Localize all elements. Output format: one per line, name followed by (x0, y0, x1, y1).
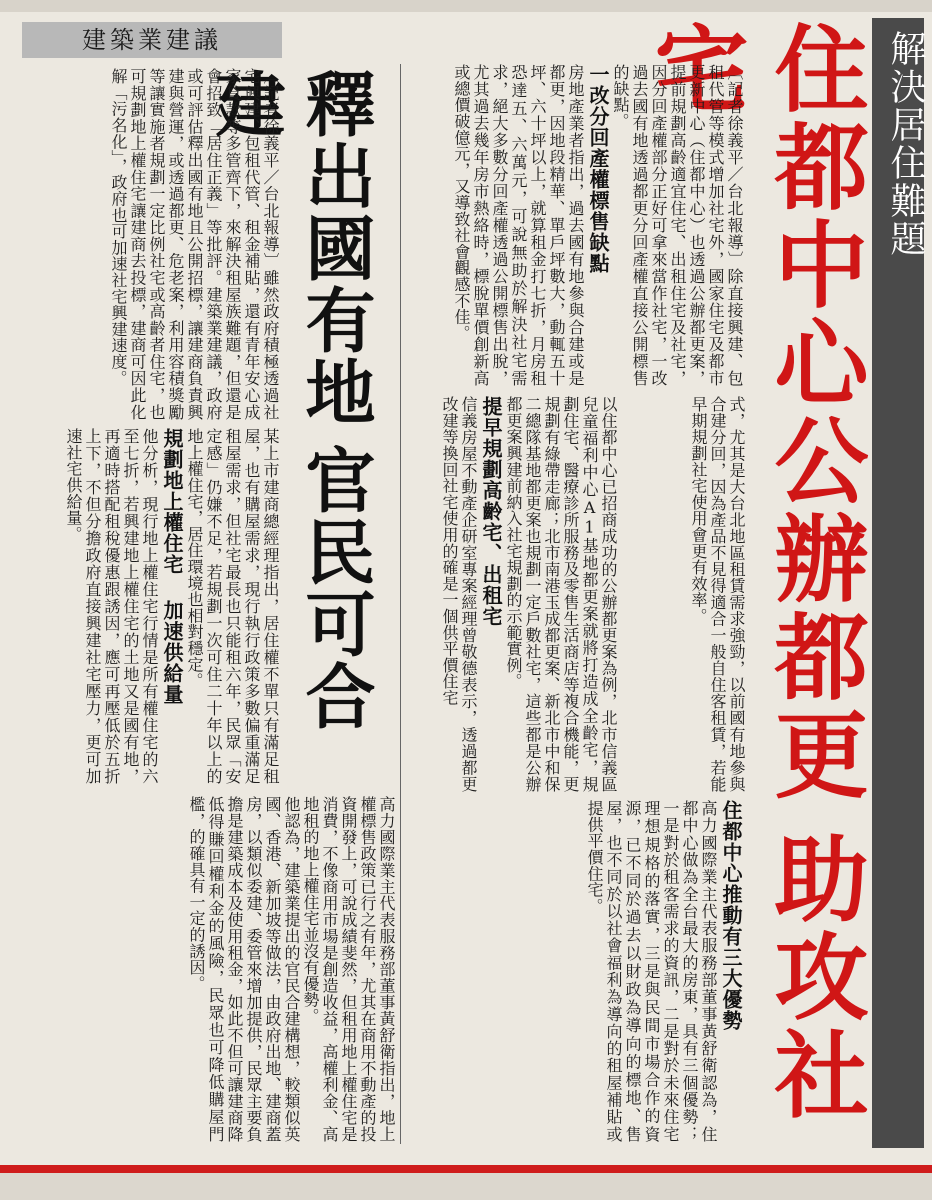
second-headline-line2: 官民可合建 (204, 68, 376, 732)
article1-paragraph-2: 房地產業者指出，過去國有地參與合建或是都更，因地段精華、單戶坪數大，動輒五十坪、六十坪以上，就算租金打七折，月房租恐達五、六萬元，可說無助於解決社宅需求，絕大多數分回產權透過公開標售出脫，尤其過去幾年房市熱絡時，標脫單價創新高或總價破億元，又導致社會觀感不佳。 (452, 64, 585, 386)
article1-paragraph-6: 高力國際業主代表服務部董事黃舒衛認為，住都中心做為全台最大的房東，具有三個優勢；一是對於租客需求的資訊，二是對於未來住宅理想規格的落實，三是與民間市場合作的資源，已不同於過去以財政為導向的標地、售屋，也不同於以社會福利為導向的租屋補貼或提供平價住宅。 (585, 800, 718, 1142)
footer-band (0, 1173, 932, 1200)
article2-paragraph-2: 某上市建商總經理指出，居住權不單只有滿足租屋，也有購屋需求，現行執行政策多數偏重滿足租屋需求，但社宅最長也只能租六年，民眾「安定感」仍嫌不足，若規劃一次可住二十年以上的地上權住宅，居住環境也相對穩定。 (185, 428, 280, 784)
column-banner (22, 22, 282, 58)
article1-subhead-1: 一改分回產權標售缺點 (586, 64, 610, 274)
article1-lede-block (408, 64, 744, 386)
article2-lede-block (22, 68, 280, 420)
section-tag-text: 解決居住難題 (885, 30, 926, 258)
article2-subhead-1: 規劃地上權住宅 加速供給量 (160, 428, 184, 705)
article2-paragraph-5: 他認為，建築業提出的官民合建構想，較類似英國、香港、新加坡等做法，由政府出地、建商蓋房，以類似委建、委管來增加提供，民眾主要負擔是建築成本及使用租金，如此不但可讓建商降低得賺回權利金的風險，民眾也可降低購屋門檻，的確具有一定的誘因。 (187, 796, 301, 1142)
article1-subhead-2: 提早規劃高齡宅、出租宅 (479, 396, 503, 627)
column-rule (400, 64, 401, 1144)
column-banner-text: 建築業建議 (82, 26, 222, 54)
article1-paragraph-4: 信義房屋不動產企研室專案經理曾敬德表示，透過都更改建等換回社宅使用的確是一個供平價住宅 (440, 396, 478, 792)
article1-subhead-3: 住都中心推動有三大優勢 (719, 800, 743, 1031)
section-tag (872, 18, 924, 1148)
article1-paragraph-3: 以住都中心已招商成功的公辦都更案為例，北市信義區兒童福利中心A1基地都更案就將打造成全齡宅，規劃住宅、醫療診所服務及零售生活商店等複合機能，更規劃有綠帶走廊；北市南港玉成都更案、新北市中和保二總隊基地都更案也規劃一定戶數社宅，這些都是公辦都更案興建前納入社宅規劃的示範實例。 (504, 396, 618, 792)
article2-paragraph-4: 高力國際業主代表服務部董事黃舒衛指出，地上權標售政策已行之有年，尤其在商用不動產的投資開發上，可說成績斐然，但租用地上權住宅是消費，不像商用市場是創造收益，高權利金、高地租的地上權住宅並沒有優勢。 (301, 796, 396, 1142)
article2-lede: 〔記者徐義平／台北報導〕雖然政府積極透過社宅興建、包租代管、租金補貼，還有青年安心成家貸款等多管齊下，來解決租屋族難題，但還是會招致「居住正義」等批評。建築業建議，政府或可評估釋出國有地且公開招標，讓建商負責興建與營運，或透過都更、危老案，利用容積獎勵等讓實施者規劃一定比例社宅或高齡者住宅，也可規劃地上權住宅讓建商去投標，建商可因此化解「污名化」，政府也可加速社宅興建速度。 (109, 68, 280, 420)
article1-p5-block (624, 396, 746, 792)
main-headline-line2: 助攻社宅 (638, 20, 867, 1124)
article1-lede: 〔記者徐義平／台北報導〕除直接興建、包租代管等模式增加社宅外，國家住宅及都市更新中心（住都中心）也透過公辦都更案，提前規劃高齡適宜住宅、出租住宅及社宅，因分回產權部分正好可拿來當作社宅，一改過去國有地透過都更分回產權直接公開標售的缺點。 (611, 64, 744, 386)
article1-paragraph-5: 式，尤其是大台北地區租賃需求強勁，以前國有地參與合建分回，因為產品不見得適合一般自住客租賃，若能早期規劃社宅使用會更有效率。 (689, 396, 746, 792)
article2-middle-block (22, 428, 280, 784)
article2-lower-block (22, 796, 396, 1142)
article1-lower-block (408, 800, 744, 1142)
main-headline-line1: 住都中心公辦都更 (758, 20, 867, 804)
second-headline-line1: 釋出國有地 (294, 68, 376, 428)
article2-paragraph-3: 他分析，現行地上權住宅行情是所有權住宅的六至七折，若興建地上權住宅的土地又是國有地，再適時搭配租稅優惠跟誘因，應可再壓低於五折上下，不但分擔政府直接興建社宅壓力，更可加速社宅供給量。 (64, 428, 159, 784)
footer-red-rule (0, 1165, 932, 1173)
article1-middle-block (408, 396, 618, 792)
top-margin (0, 0, 932, 12)
